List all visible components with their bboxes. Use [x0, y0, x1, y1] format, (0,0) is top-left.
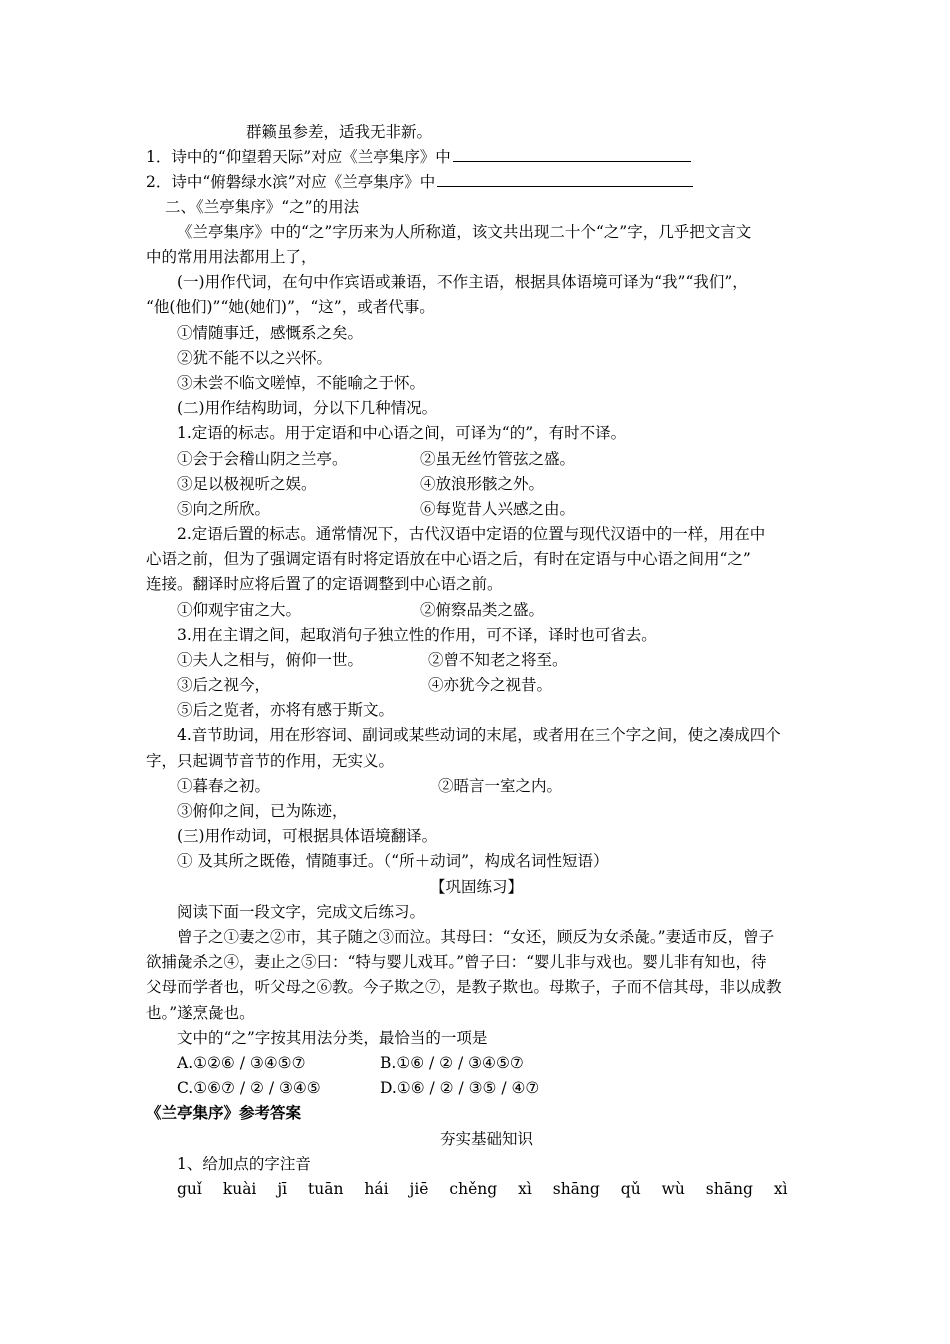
example-item: ④放浪形骸之外。: [420, 475, 545, 493]
usage-2-title: (二)用作结构助词，分以下几种情况。: [177, 399, 438, 417]
example-item: ①仰观宇宙之大。: [177, 601, 302, 619]
usage-2-2-line-1: 2.定语后置的标志。通常情况下，古代汉语中定语的位置与现代汉语中的一样，用在中: [177, 525, 766, 543]
answer-blank-1[interactable]: [453, 147, 691, 162]
answer-blank-2[interactable]: [437, 172, 693, 187]
example-item: ⑤后之览者，亦将有感于斯文。: [177, 701, 395, 719]
option-a[interactable]: A.①②⑥ / ③④⑤⑦: [177, 1054, 306, 1072]
usage-2-1-desc: 1.定语的标志。用于定语和中心语之间，可译为“的”，有时不译。: [177, 424, 627, 442]
option-d[interactable]: D.①⑥ / ② / ③⑤ / ④⑦: [380, 1079, 540, 1097]
question-1: [146, 146, 691, 168]
story-line-1: 曾子之①妻之②市，其子随之③而泣。其母曰：“女还，顾反为女杀彘。”妻适市反，曾子: [177, 928, 775, 946]
pinyin-item: shāng: [705, 1180, 753, 1198]
example-item: ②曾不知老之将至。: [428, 651, 568, 669]
example-item: ③后之视今，: [177, 676, 271, 694]
intro-line-2: 中的常用用法都用上了，: [146, 248, 317, 266]
example-item: ③足以极视听之娱。: [177, 475, 317, 493]
example-item: ①暮春之初。: [177, 777, 271, 795]
example-item: ②俯察品类之盛。: [420, 601, 545, 619]
example-item: ①夫人之相与，俯仰一世。: [177, 651, 364, 669]
question-text: 文中的“之”字按其用法分类，最恰当的一项是: [177, 1029, 488, 1047]
usage-2-3-desc: 3.用在主谓之间，起取消句子独立性的作用，可不译，译时也可省去。: [177, 626, 657, 644]
example-item: ③俯仰之间，已为陈迹，: [177, 802, 348, 820]
practice-title: 【巩固练习】: [430, 878, 524, 896]
pinyin-item: xì: [518, 1180, 532, 1198]
pinyin-item: kuài: [222, 1180, 257, 1198]
usage-2-4-line-2: 字，只起调节音节的作用，无实义。: [146, 752, 395, 770]
practice-intro: 阅读下面一段文字，完成文后练习。: [177, 903, 426, 921]
usage-2-2-line-2: 心语之前，但为了强调定语有时将定语放在中心语之后，有时在定语与中心语之间用“之”: [146, 550, 751, 568]
answer-question-1: 1、给加点的字注音: [177, 1155, 311, 1173]
poem-line: 群籁虽参差，适我无非新。: [246, 123, 433, 141]
intro-line-1: 《兰亭集序》中的“之”字历来为人所称道，该文共出现二十个“之”字，几乎把文言文: [177, 223, 752, 241]
pinyin-item: tuān: [308, 1180, 344, 1198]
example-item: ②虽无丝竹管弦之盛。: [420, 450, 576, 468]
pinyin-item: chěng: [449, 1180, 498, 1198]
pinyin-item: hái: [364, 1180, 389, 1198]
pinyin-item: xì: [773, 1180, 788, 1198]
usage-3-example: ① 及其所之既倦，情随事迁。（“所＋动词”，构成名词性短语）: [177, 852, 609, 870]
pinyin-item: shāng: [552, 1180, 600, 1198]
usage-1-example-1: ①情随事迁，感慨系之矣。: [177, 324, 364, 342]
story-line-2: 欲捕彘杀之④，妻止之⑤曰：“特与婴儿戏耳。”曾子曰：“婴儿非与戏也。婴儿非有知也，待: [146, 953, 767, 971]
option-c[interactable]: C.①⑥⑦ / ② / ③④⑤: [177, 1079, 321, 1097]
option-b[interactable]: B.①⑥ / ② / ③④⑤⑦: [380, 1054, 524, 1072]
example-item: ⑤向之所欣。: [177, 500, 271, 518]
section-2-title: 二、《兰亭集序》“之”的用法: [165, 198, 360, 216]
pinyin-item: qǔ: [620, 1180, 641, 1198]
example-item: ①会于会稽山阴之兰亭。: [177, 450, 348, 468]
example-item: ②晤言一室之内。: [438, 777, 563, 795]
pinyin-list: [177, 1178, 804, 1200]
story-line-3: 父母而学者也，听父母之⑥教。今子欺之⑦，是教子欺也。母欺子，子而不信其母，非以成教: [146, 978, 782, 996]
question-1-text: 1．诗中的“仰望碧天际”对应《兰亭集序》中: [146, 148, 451, 166]
usage-2-2-line-3: 连接。翻译时应将后置了的定语调整到中心语之前。: [146, 575, 503, 593]
example-item: ⑥每览昔人兴感之由。: [420, 500, 576, 518]
usage-3-title: (三)用作动词，可根据具体语境翻译。: [177, 827, 438, 845]
usage-1-example-2: ②犹不能不以之兴怀。: [177, 349, 333, 367]
usage-2-4-line-1: 4.音节助词，用在形容词、副词或某些动词的末尾，或者用在三个字之间，使之凑成四个: [177, 726, 781, 744]
example-item: ④亦犹今之视昔。: [428, 676, 553, 694]
example-row: [177, 448, 348, 470]
answer-section-title: 《兰亭集序》参考答案: [146, 1103, 302, 1122]
question-2-text: 2．诗中“俯磐绿水滨”对应《兰亭集序》中: [146, 173, 436, 191]
story-line-4: 也。”遂烹彘也。: [146, 1004, 255, 1022]
pinyin-item: jī: [277, 1180, 288, 1198]
question-2: [146, 171, 693, 193]
usage-1-line-1: (一)用作代词，在句中作宾语或兼语，不作主语，根据具体语境可译为“我”“我们”，: [177, 273, 748, 291]
usage-1-line-2: “他(他们)”“她(她们)”，“这”，或者代事。: [146, 298, 435, 316]
pinyin-item: wù: [661, 1180, 685, 1198]
usage-1-example-3: ③未尝不临文嗟悼，不能喻之于怀。: [177, 374, 426, 392]
pinyin-item: guǐ: [177, 1180, 202, 1198]
answer-subtitle: 夯实基础知识: [440, 1130, 534, 1148]
pinyin-item: jiē: [409, 1180, 429, 1198]
